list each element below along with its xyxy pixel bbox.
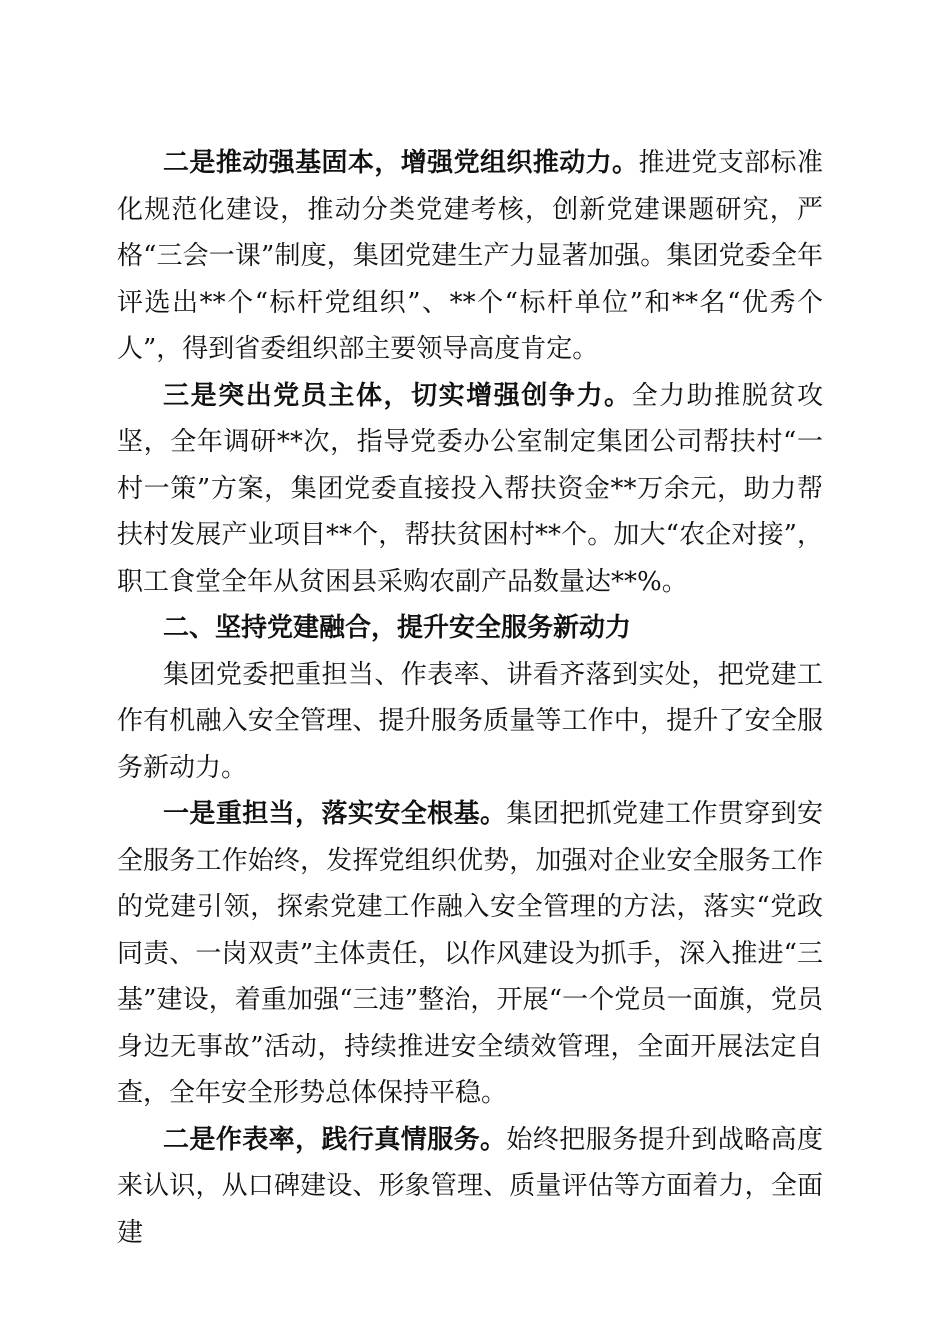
paragraph-strengthen-foundation	[117, 140, 823, 373]
section-heading: 二、坚持党建融合，提升安全服务新动力	[163, 613, 632, 643]
paragraph-lead: 二是推动强基固本，增强党组织推动力。	[163, 148, 639, 178]
paragraph-sincere-service	[117, 1117, 823, 1257]
document-body	[117, 140, 823, 1256]
paragraph-text: 全力助推脱贫攻坚，全年调研**次，指导党委办公室制定集团公司帮扶村“一村一策”方案，集团党委直接投入帮扶资金**万余元，助力帮扶村发展产业项目**个，帮扶贫困村**个。加大“农企对接”，职工食堂全年从贫困县采购农副产品数量达**%。	[117, 380, 823, 597]
paragraph-lead: 三是突出党员主体，切实增强创争力。	[163, 380, 632, 411]
paragraph-party-member-subject	[117, 373, 823, 606]
paragraph-text: 推进党支部标准化规范化建设，推动分类党建考核，创新党建课题研究，严格“三会一课”制度，集团党建生产力显著加强。集团党委全年评选出**个“标杆党组织”、**个“标杆单位”和**名“优秀个人”，得到省委组织部主要领导高度肯定。	[117, 148, 823, 364]
paragraph-text: 集团把抓党建工作贯穿到安全服务工作始终，发挥党组织优势，加强对企业安全服务工作的党建引领，探索党建工作融入安全管理的方法，落实“党政同责、一岗双责”主体责任，以作风建设为抓手，深入推进“三基”建设，着重加强“三违”整治，开展“一个党员一面旗，党员身边无事故”活动，持续推进安全绩效管理，全面开展法定自查，全年安全形势总体保持平稳。	[117, 799, 823, 1108]
paragraph-text: 集团党委把重担当、作表率、讲看齐落到实处，把党建工作有机融入安全管理、提升服务质量等工作中，提升了安全服务新动力。	[117, 659, 823, 783]
paragraph-lead: 一是重担当，落实安全根基。	[163, 799, 507, 829]
paragraph-section-intro	[117, 652, 823, 792]
paragraph-text: 始终把服务提升到战略高度来认识，从口碑建设、形象管理、质量评估等方面着力，全面建	[117, 1124, 823, 1248]
paragraph-safety-foundation	[117, 791, 823, 1117]
paragraph-lead: 二是作表率，践行真情服务。	[163, 1124, 507, 1155]
